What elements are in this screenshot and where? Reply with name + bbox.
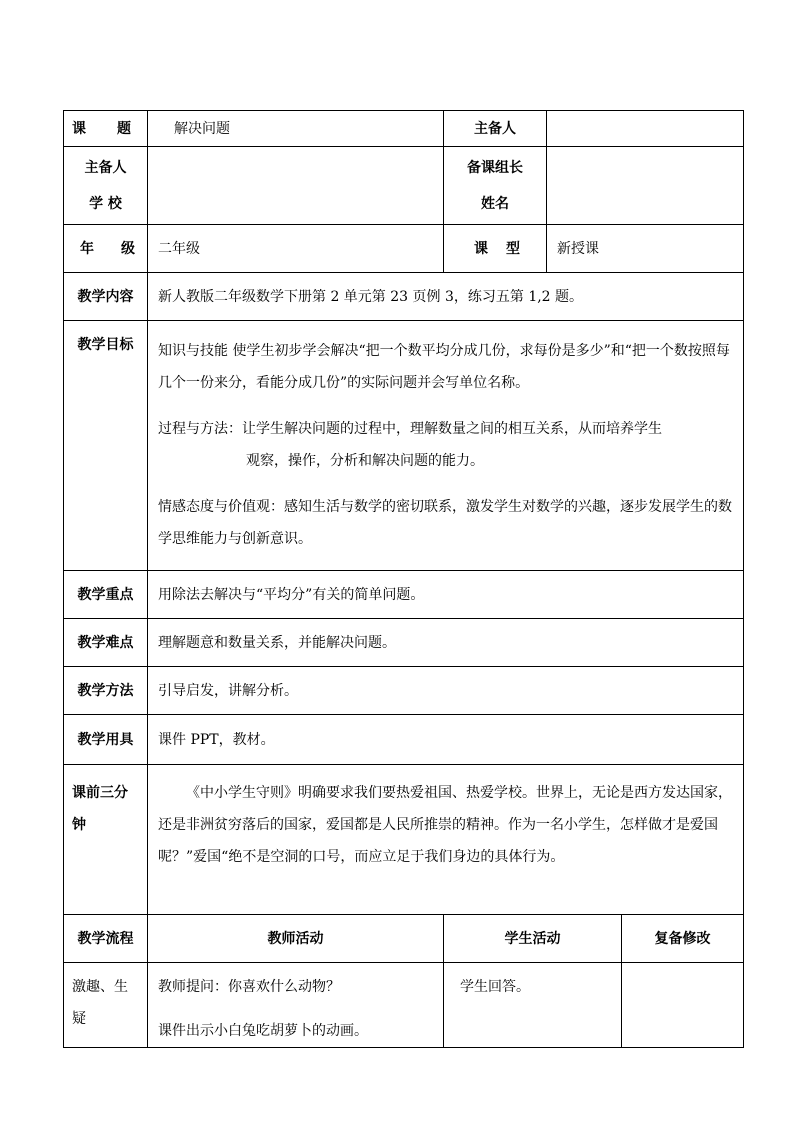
tools-label: 教学用具 [64,715,148,765]
goals-attitude: 情感态度与价值观：感知生活与数学的密切联系，激发学生对数学的兴趣，逐步发展学生的数学思维能力与创新意识。 [158,499,732,547]
row-tools [64,715,744,765]
row-pre-class [64,765,744,915]
row-topic [64,111,744,147]
preparer-label: 主备人 [444,111,547,147]
lesson-plan-table [63,110,744,1048]
flow-teacher-1: 教师提问：你喜欢什么动物？ [158,979,340,995]
pre-class-label-1: 课前三分 [72,785,128,801]
topic-label-b: 题 [117,120,131,137]
preparer-school-label-1: 主备人 [84,159,127,176]
type-label [444,225,547,273]
preparer-school-label-2: 学 校 [89,195,122,212]
topic-value: 解决问题 [148,111,444,147]
row-goals [64,321,744,571]
group-leader-value [547,147,744,225]
pre-class-label-2: 钟 [72,817,86,833]
row-content [64,273,744,321]
content-value: 新人教版二年级数学下册第 2 单元第 23 页例 3，练习五第 1,2 题。 [148,273,744,321]
goals-knowledge: 知识与技能 使学生初步学会解决“把一个数平均分成几份，求每份是多少”和“把一个数按照每几个一份来分，看能分成几份”的实际问题并会写单位名称。 [158,343,730,391]
flow-row [64,963,744,1048]
grade-label-a: 年 [80,240,94,257]
focus-value: 用除法去解决与“平均分”有关的简单问题。 [148,571,744,619]
flow-stage-2: 疑 [72,1011,86,1027]
flow-teacher [148,963,444,1048]
method-value: 引导启发，讲解分析。 [148,667,744,715]
flow-stage-1: 激趣、生 [72,979,128,995]
pre-class-value: 《中小学生守则》明确要求我们要热爱祖国、热爱学校。世界上，无论是西方发达国家，还是非洲贫穷落后的国家，爱国都是人民所推崇的精神。作为一名小学生，怎样做才是爱国呢？”爱国“绝不是空洞的口号，而应立足于我们身边的具体行为。 [148,765,744,915]
preparer-value [547,111,744,147]
type-label-a: 课 [474,240,488,257]
method-label: 教学方法 [64,667,148,715]
preparer-school-label [64,147,148,225]
flow-col-student: 学生活动 [444,915,622,963]
topic-label [64,111,148,147]
difficulty-value: 理解题意和数量关系，并能解决问题。 [148,619,744,667]
difficulty-label: 教学难点 [64,619,148,667]
focus-label: 教学重点 [64,571,148,619]
goals-label: 教学目标 [64,321,148,571]
content-label: 教学内容 [64,273,148,321]
goals-process: 过程与方法：让学生解决问题的过程中，理解数量之间的相互关系，从而培养学生 [158,421,662,437]
row-method [64,667,744,715]
topic-label-a: 课 [72,120,86,137]
flow-revise [622,963,744,1048]
flow-col-revise: 复备修改 [622,915,744,963]
flow-stage [64,963,148,1048]
type-label-b: 型 [506,240,520,257]
lesson-plan [63,110,743,1048]
group-leader-label [444,147,547,225]
flow-student: 学生回答。 [444,963,622,1048]
row-flow-header [64,915,744,963]
row-focus [64,571,744,619]
goals-process-cont: 观察，操作，分析和解决问题的能力。 [246,453,484,469]
flow-label: 教学流程 [64,915,148,963]
preparer-school-value [148,147,444,225]
tools-value: 课件 PPT，教材。 [148,715,744,765]
row-school [64,147,744,225]
grade-label-b: 级 [121,240,135,257]
row-grade [64,225,744,273]
row-difficulty [64,619,744,667]
flow-teacher-2: 课件出示小白兔吃胡萝卜的动画。 [158,1023,368,1039]
grade-value: 二年级 [148,225,444,273]
flow-col-teacher: 教师活动 [148,915,444,963]
pre-class-label [64,765,148,915]
group-leader-label-2: 姓名 [481,195,509,212]
goals-value [148,321,744,571]
grade-label [64,225,148,273]
group-leader-label-1: 备课组长 [467,159,523,176]
type-value: 新授课 [547,225,744,273]
